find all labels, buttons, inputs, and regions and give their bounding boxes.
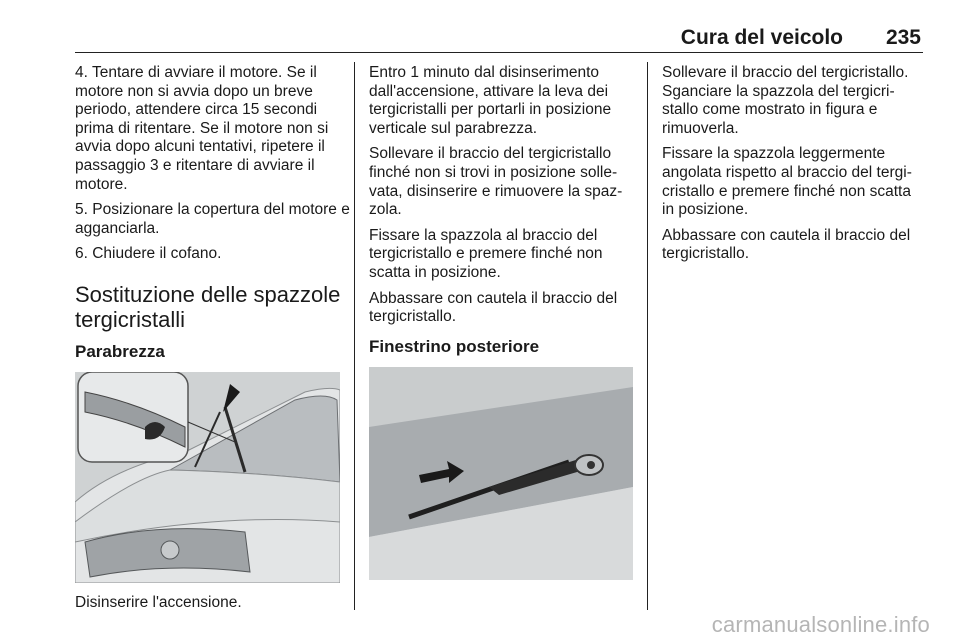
paragraph: Sollevare il braccio del tergicristallo. Sganciare la spazzola del tergicri-stallo come mostrato in figura e rimuoverla.: [662, 64, 909, 137]
paragraph: Abbassare con cautela il braccio del tergicristallo.: [369, 289, 618, 326]
section-title: Sostituzione delle spazzole tergicristalli: [75, 281, 341, 332]
column-divider-1: [354, 62, 355, 610]
column-3: [662, 64, 924, 271]
page-number: 235: [885, 26, 921, 49]
paragraph: 6. Chiudere il cofano.: [75, 245, 222, 263]
paragraph: Sollevare il braccio del tergicristallo finché non si trovi in posizione solle-vata, disinserire e rimuovere la spaz-zola.: [369, 145, 623, 219]
column-1: [75, 64, 350, 583]
paragraph: 4. Tentare di avviare il motore. Se il motore non si avvia dopo un breve periodo, attendere circa 15 secondi prima di ritentare. Se il motore non si avvia dopo alcuni tentativi, ripetere il passaggio 3 e ritentare di avviare il motore.: [75, 64, 329, 193]
paragraph: Fissare la spazzola al braccio del tergicristallo e premere finché non scatta in posizione.: [369, 226, 603, 281]
watermark: carmanualsonline.info: [711, 612, 930, 637]
column-2: [369, 64, 635, 580]
paragraph: Abbassare con cautela il braccio del tergicristallo.: [662, 226, 911, 263]
windshield-wiper-illustration: [75, 372, 340, 583]
rear-wiper-illustration: [369, 367, 633, 580]
paragraph: Entro 1 minuto dal disinserimento dall'accensione, attivare la leva dei tergicristalli per portarli in posizione verticale sul parabrezza.: [369, 64, 612, 137]
page-header: [75, 26, 923, 53]
paragraph: Fissare la spazzola leggermente angolata rispetto al braccio del tergi-cristallo e premere finché non scatta in posizione.: [662, 145, 912, 219]
paragraph: 5. Posizionare la copertura del motore e agganciarla.: [75, 201, 350, 237]
section-header: Cura del veicolo: [680, 26, 843, 49]
subheading-windshield: Parabrezza: [75, 341, 165, 361]
subheading-rear-window: Finestrino posteriore: [369, 336, 540, 356]
figure-caption: Disinserire l'accensione.: [75, 594, 242, 611]
column-divider-2: [647, 62, 648, 610]
